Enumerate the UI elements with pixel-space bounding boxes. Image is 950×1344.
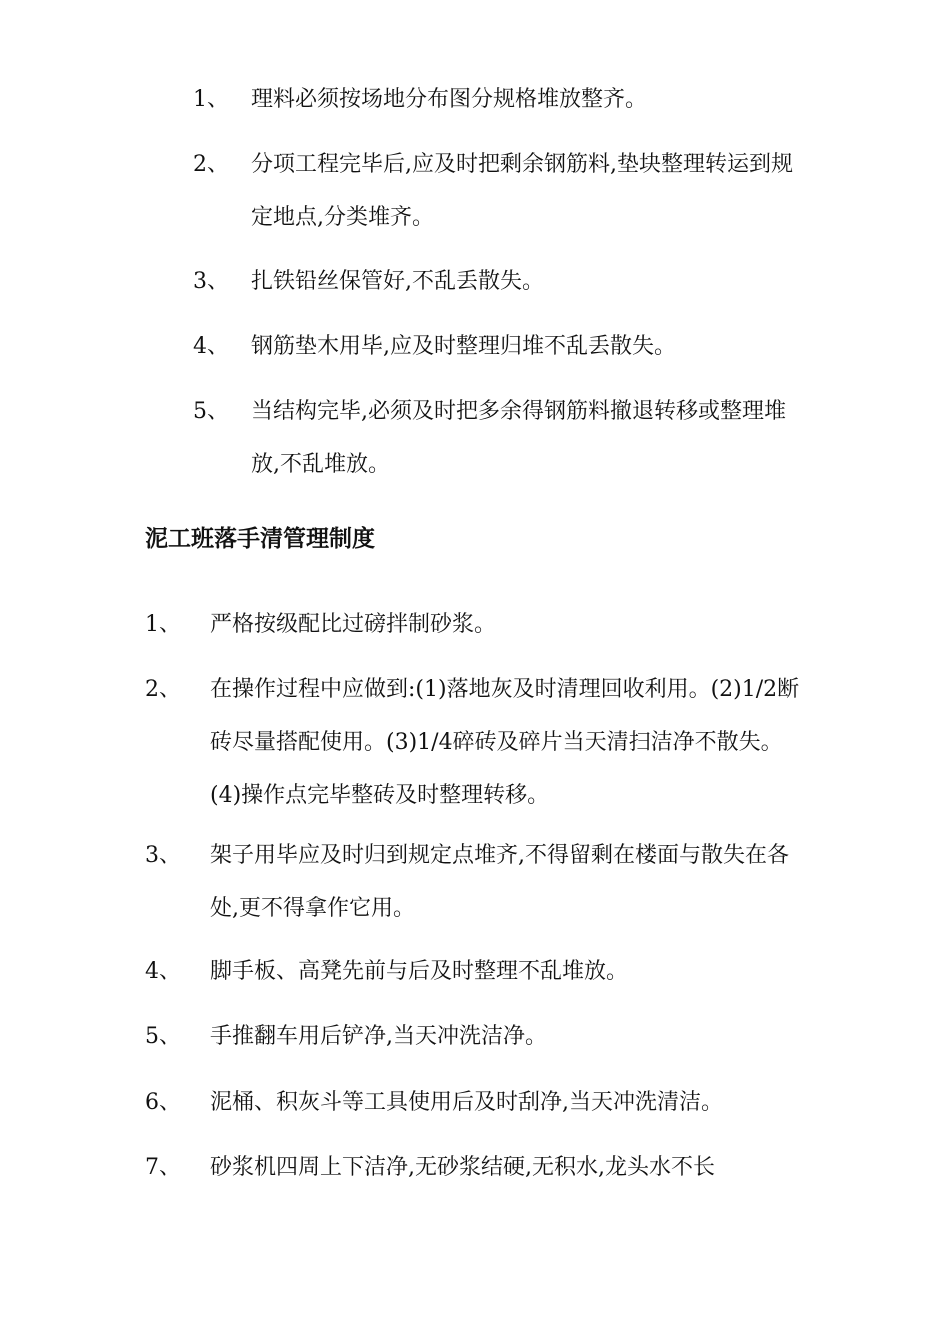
list-item-text: 脚手板、高凳先前与后及时整理不乱堆放。 — [210, 959, 629, 984]
list-item-number: 3、 — [193, 269, 229, 294]
list-item-text: 分项工程完毕后,应及时把剩余钢筋料,垫块整理转运到规定地点,分类堆齐。 — [251, 152, 793, 230]
list-item-text: 架子用毕应及时归到规定点堆齐,不得留剩在楼面与散失在各处,更不得拿作它用。 — [210, 843, 789, 921]
list-item-number: 2、 — [193, 152, 229, 177]
list-item-text: 扎铁铅丝保管好,不乱丢散失。 — [251, 269, 544, 294]
list-item-text: 在操作过程中应做到:(1)落地灰及时清理回收利用。(2)1/2断砖尽量搭配使用。(3)1/4碎砖及碎片当天清扫洁净不散失。(4)操作点完毕整砖及时整理转移。 — [210, 677, 800, 808]
list-item-number: 2、 — [145, 677, 181, 702]
list-item-number: 1、 — [145, 612, 181, 637]
list-item-text: 手推翻车用后铲净,当天冲洗洁净。 — [210, 1024, 547, 1049]
list-item-text: 泥桶、积灰斗等工具使用后及时刮净,当天冲洗清洁。 — [210, 1090, 723, 1115]
list-item-number: 4、 — [193, 334, 229, 359]
list-item-number: 5、 — [145, 1024, 181, 1049]
list-item-text: 钢筋垫木用毕,应及时整理归堆不乱丢散失。 — [251, 334, 676, 359]
list-item-text: 当结构完毕,必须及时把多余得钢筋料撤退转移或整理堆放,不乱堆放。 — [251, 399, 786, 477]
list-item-number: 6、 — [145, 1090, 181, 1115]
list-item-number: 7、 — [145, 1155, 181, 1180]
list-item-number: 4、 — [145, 959, 181, 984]
list-item-number: 5、 — [193, 399, 229, 424]
list-item-text: 砂浆机四周上下洁净,无砂浆结硬,无积水,龙头水不长 — [210, 1155, 715, 1180]
list-item-text: 严格按级配比过磅拌制砂浆。 — [210, 612, 497, 637]
list-item-text: 理料必须按场地分布图分规格堆放整齐。 — [251, 87, 648, 112]
section-title: 泥工班落手清管理制度 — [145, 525, 375, 552]
list-item-number: 3、 — [145, 843, 181, 868]
list-item-number: 1、 — [193, 87, 229, 112]
